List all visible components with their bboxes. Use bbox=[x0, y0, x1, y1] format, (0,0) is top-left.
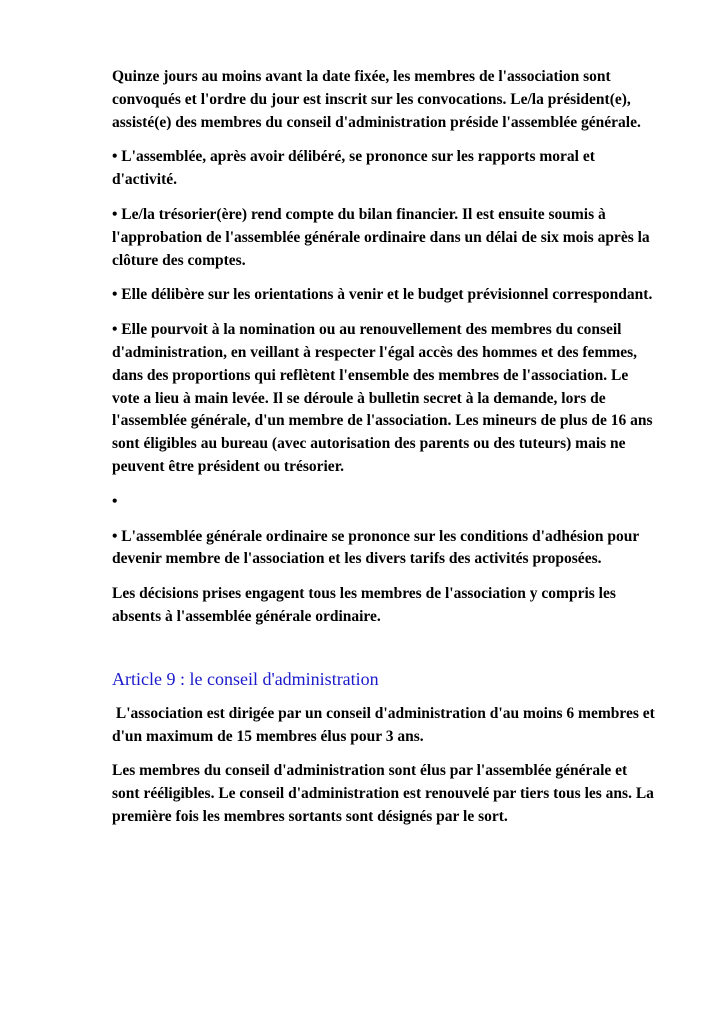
paragraph-conseil-composition: L'association est dirigée par un conseil d'administration d'au moins 6 membres et d'un maximum de 15 membres élus pour 3 ans. bbox=[112, 704, 659, 745]
paragraph-conseil-election: Les membres du conseil d'administration sont élus par l'assemblée générale et sont rééligibles. Le conseil d'administration est renouvelé par tiers tous les ans. La première fois les membres sortants sont désignés par le sort. bbox=[112, 762, 654, 825]
bullet-orientations-budget: • Elle délibère sur les orientations à venir et le budget prévisionnel correspondant. bbox=[112, 286, 653, 304]
bullet-conditions-adhesion: • L'assemblée générale ordinaire se prononce sur les conditions d'adhésion pour devenir membre de l'association et les divers tarifs des activités proposées. bbox=[112, 527, 640, 568]
paragraph-decisions: Les décisions prises engagent tous les membres de l'association y compris les absents à l'assemblée générale ordinaire. bbox=[112, 585, 616, 625]
document-page bbox=[112, 66, 657, 841]
bullet-rapports-moral: • L'assemblée, après avoir délibéré, se prononce sur les rapports moral et d'activité. bbox=[112, 148, 595, 189]
bullet-bilan-financier: • Le/la trésorier(ère) rend compte du bilan financier. Il est ensuite soumis à l'approbation de l'assemblée générale ordinaire dans un délai de six mois après la clôture des comptes. bbox=[112, 205, 650, 269]
bullet-nomination-conseil: • Elle pourvoit à la nomination ou au renouvellement des membres du conseil d'administration, en veillant à respecter l'égal accès des hommes et des femmes, dans des proportions qui reflètent l'ensemble des membres de l'association. Le vote a lieu à main levée. Il se déroule à bulletin secret à la demande, lors de l'assemblée générale, d'un membre de l'association. Les mineurs de plus de 16 ans sont éligibles au bureau (avec autorisation des parents ou des tuteurs) mais ne peuvent être président ou trésorier. bbox=[112, 321, 653, 475]
bullet-empty: • bbox=[112, 492, 118, 510]
article-9-heading: Article 9 : le conseil d'administration bbox=[112, 668, 379, 689]
paragraph-convocation: Quinze jours au moins avant la date fixée, les membres de l'association sont convoqués et l'ordre du jour est inscrit sur les convocations. Le/la président(e), assisté(e) des membres du conseil d'administration préside l'assemblée générale. bbox=[112, 68, 641, 131]
